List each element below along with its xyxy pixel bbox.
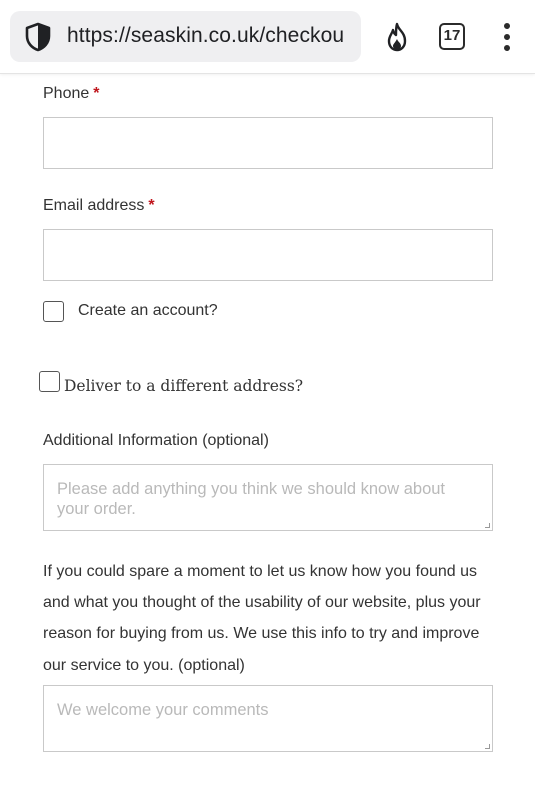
additional-info-textarea[interactable] — [43, 464, 493, 531]
feedback-prompt: If you could spare a moment to let us know how you found us and what you thought of the usability of our website, plus your reason for buying from us. We use this info to try and improve our service to you. (optional) — [43, 563, 481, 674]
deliver-different-label[interactable]: Deliver to a different address? — [64, 377, 304, 395]
shield-icon[interactable] — [24, 22, 52, 52]
url-text[interactable]: https://seaskin.co.uk/checkou — [67, 24, 345, 47]
feedback-placeholder: We welcome your comments — [57, 701, 269, 719]
more-vert-icon[interactable] — [500, 23, 514, 51]
email-label: Email address * — [43, 197, 155, 214]
phone-field[interactable] — [43, 117, 493, 169]
deliver-different-checkbox[interactable] — [39, 371, 60, 392]
feedback-textarea[interactable] — [43, 685, 493, 752]
resize-handle[interactable] — [485, 523, 490, 528]
resize-handle[interactable] — [485, 744, 490, 749]
create-account-checkbox[interactable] — [43, 301, 64, 322]
browser-toolbar — [0, 0, 535, 74]
phone-label: Phone * — [43, 85, 100, 102]
additional-info-placeholder: Please add anything you think we should know about your order. — [57, 480, 446, 518]
additional-info-label: Additional Information (optional) — [43, 432, 269, 449]
create-account-label[interactable]: Create an account? — [78, 302, 218, 319]
email-field[interactable] — [43, 229, 493, 281]
required-marker: * — [93, 85, 100, 102]
required-marker: * — [148, 197, 155, 214]
flame-icon[interactable] — [383, 22, 411, 52]
address-bar[interactable] — [10, 11, 361, 62]
tab-count-button[interactable]: 17 — [439, 23, 465, 50]
